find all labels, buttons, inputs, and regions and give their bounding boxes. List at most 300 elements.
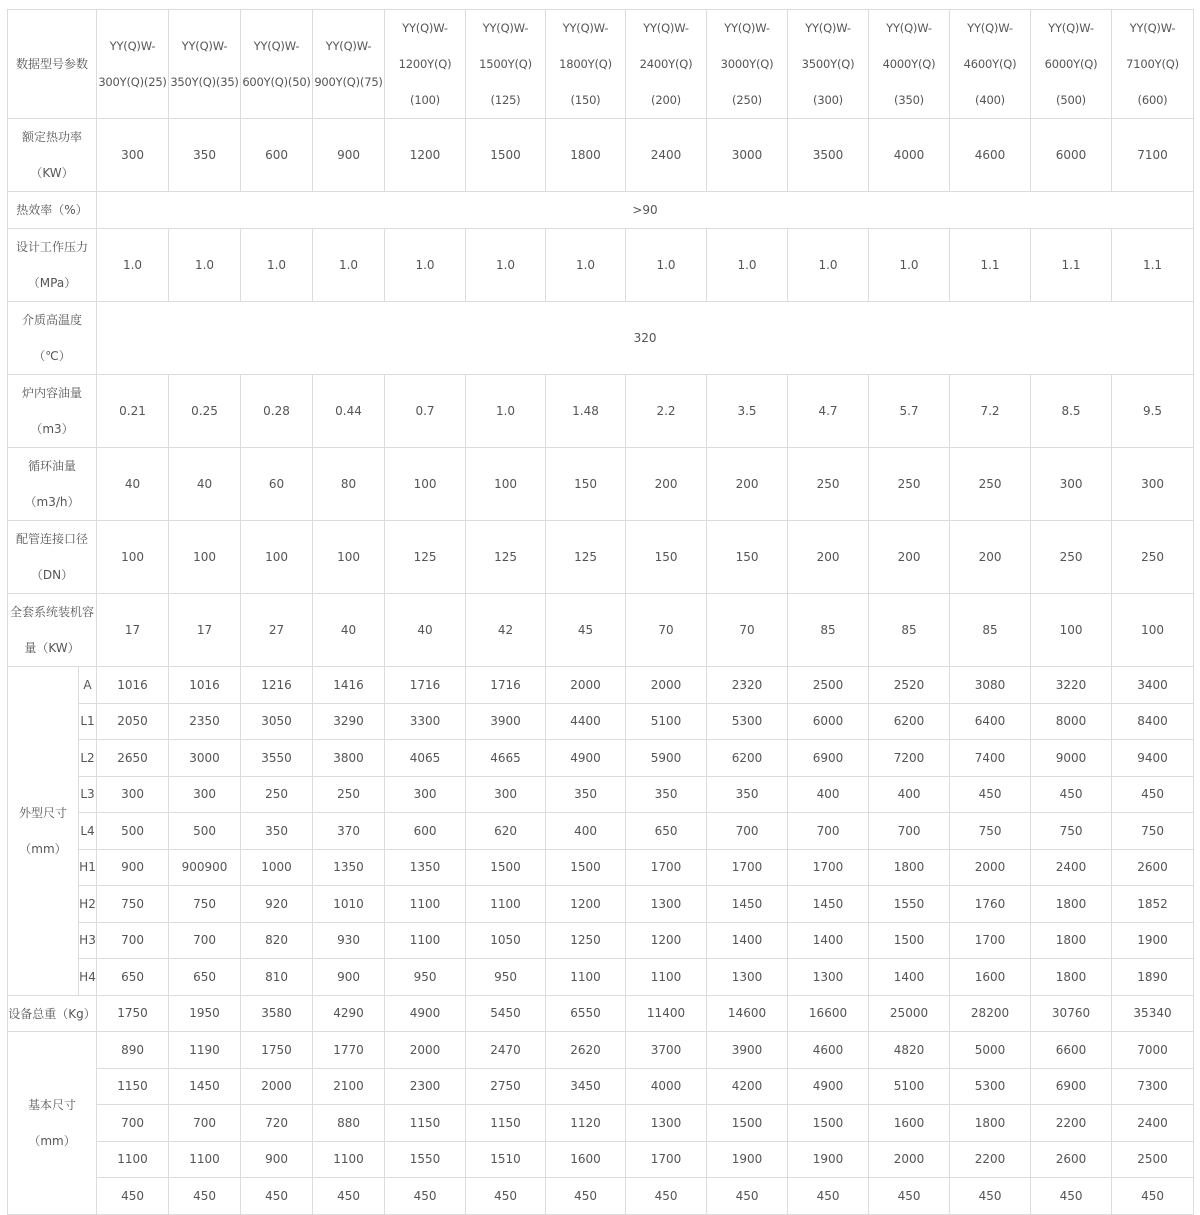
model-header-line: (500)	[1056, 93, 1086, 107]
table-cell: 8400	[1112, 703, 1194, 740]
table-cell: 3800	[313, 740, 385, 777]
table-cell: 2200	[1031, 1105, 1112, 1142]
model-header-line: (250)	[732, 93, 762, 107]
table-cell: 1016	[97, 667, 169, 704]
table-cell: 4290	[313, 995, 385, 1032]
table-cell: 2200	[950, 1141, 1031, 1178]
table-cell: 1800	[1031, 886, 1112, 923]
table-cell: 450	[788, 1178, 869, 1215]
table-cell: 4400	[546, 703, 626, 740]
param-label-line: （℃）	[33, 349, 71, 363]
table-cell: 3220	[1031, 667, 1112, 704]
table-cell: 40	[385, 594, 466, 667]
table-cell: 1450	[169, 1068, 241, 1105]
model-header-line: 2400Y(Q)	[639, 57, 693, 71]
table-cell: 35340	[1112, 995, 1194, 1032]
table-cell: 2000	[241, 1068, 313, 1105]
table-cell: 1950	[169, 995, 241, 1032]
table-cell: 1500	[546, 849, 626, 886]
base-row	[8, 1105, 1194, 1142]
table-cell: 5300	[707, 703, 788, 740]
table-cell: 2000	[626, 667, 707, 704]
table-cell: 1050	[466, 922, 546, 959]
table-cell: 3580	[241, 995, 313, 1032]
table-cell: 1550	[869, 886, 950, 923]
table-cell: 3300	[385, 703, 466, 740]
table-cell: 3080	[950, 667, 1031, 704]
table-cell: 4820	[869, 1032, 950, 1069]
table-cell: 3000	[169, 740, 241, 777]
table-cell: 2500	[788, 667, 869, 704]
model-header-line: YY(Q)W-	[724, 21, 770, 35]
table-cell: 450	[241, 1178, 313, 1215]
table-cell: 2320	[707, 667, 788, 704]
table-cell: 1852	[1112, 886, 1194, 923]
table-cell: 1500	[466, 119, 546, 192]
table-cell: 350	[546, 776, 626, 813]
table-cell: 150	[626, 521, 707, 594]
dimension-key: H3	[79, 922, 97, 959]
table-cell: 1300	[707, 959, 788, 996]
spec-table	[7, 9, 1194, 1215]
table-cell: 1350	[313, 849, 385, 886]
table-cell: 80	[313, 448, 385, 521]
table-cell: 150	[546, 448, 626, 521]
table-cell: 1400	[707, 922, 788, 959]
table-cell: 2500	[1112, 1141, 1194, 1178]
table-cell: 28200	[950, 995, 1031, 1032]
table-cell: 1120	[546, 1105, 626, 1142]
table-cell: 8.5	[1031, 375, 1112, 448]
table-cell: 2050	[97, 703, 169, 740]
table-cell: 350	[626, 776, 707, 813]
table-cell: 450	[546, 1178, 626, 1215]
table-cell: 0.28	[241, 375, 313, 448]
table-cell: 4600	[788, 1032, 869, 1069]
table-cell: 5900	[626, 740, 707, 777]
table-cell: 880	[313, 1105, 385, 1142]
table-cell: 1800	[869, 849, 950, 886]
table-cell: 1300	[626, 1105, 707, 1142]
table-cell: 2000	[950, 849, 1031, 886]
table-cell: 1190	[169, 1032, 241, 1069]
model-header-line: YY(Q)W-	[805, 21, 851, 35]
param-row	[8, 594, 1194, 667]
table-cell: 1700	[707, 849, 788, 886]
table-cell: 750	[950, 813, 1031, 850]
table-cell: 300	[97, 776, 169, 813]
model-header	[97, 10, 169, 119]
param-row	[8, 521, 1194, 594]
model-header-line: YY(Q)W-	[402, 21, 448, 35]
table-cell: 1.0	[169, 229, 241, 302]
table-cell: 1350	[385, 849, 466, 886]
table-cell: 1250	[546, 922, 626, 959]
table-cell: 40	[313, 594, 385, 667]
param-label-line: 全套系统装机容	[10, 605, 95, 619]
table-cell: 25000	[869, 995, 950, 1032]
param-label	[8, 375, 97, 448]
table-cell: 400	[546, 813, 626, 850]
table-cell: 4.7	[788, 375, 869, 448]
param-label-line: （DN）	[30, 568, 74, 582]
table-cell: 930	[313, 922, 385, 959]
table-cell: 60	[241, 448, 313, 521]
model-header-line: 4600Y(Q)	[963, 57, 1017, 71]
param-row	[8, 192, 1194, 229]
model-header-line: 3500Y(Q)	[801, 57, 855, 71]
base-row	[8, 1178, 1194, 1215]
table-cell: 1400	[788, 922, 869, 959]
model-header-line: YY(Q)W-	[1129, 21, 1176, 35]
model-header-line: YY(Q)W-	[109, 39, 156, 53]
table-cell: 300	[385, 776, 466, 813]
table-cell: 1450	[707, 886, 788, 923]
table-cell: 300	[1031, 448, 1112, 521]
table-cell: 250	[313, 776, 385, 813]
table-cell: 450	[869, 1178, 950, 1215]
table-cell: 1200	[546, 886, 626, 923]
model-header-line: YY(Q)W-	[253, 39, 300, 53]
table-cell: 1.0	[869, 229, 950, 302]
param-label	[8, 521, 97, 594]
table-cell: 250	[241, 776, 313, 813]
model-header	[466, 10, 546, 119]
param-label-line: （MPa）	[27, 276, 77, 290]
table-cell: 100	[241, 521, 313, 594]
table-cell: 1010	[313, 886, 385, 923]
param-row	[8, 448, 1194, 521]
model-header-line: YY(Q)W-	[482, 21, 529, 35]
param-label-line: 配管连接口径	[16, 532, 89, 546]
table-cell: 450	[385, 1178, 466, 1215]
table-cell: 750	[169, 886, 241, 923]
table-cell: 100	[313, 521, 385, 594]
table-cell: 2000	[546, 667, 626, 704]
table-cell: 1500	[707, 1105, 788, 1142]
table-cell: 7200	[869, 740, 950, 777]
table-cell: 1.1	[1031, 229, 1112, 302]
header-row	[8, 10, 1194, 119]
table-cell: 1600	[950, 959, 1031, 996]
table-cell: 900	[97, 849, 169, 886]
param-label-line: 热效率（%）	[16, 203, 88, 217]
table-cell: 200	[788, 521, 869, 594]
table-cell: 250	[1112, 521, 1194, 594]
param-row	[8, 229, 1194, 302]
table-cell: 1700	[950, 922, 1031, 959]
table-cell: 920	[241, 886, 313, 923]
dimension-row	[8, 922, 1194, 959]
table-cell: 2100	[313, 1068, 385, 1105]
table-cell: 890	[97, 1032, 169, 1069]
model-header-line: (100)	[410, 93, 440, 107]
table-cell: 3050	[241, 703, 313, 740]
table-cell: 1760	[950, 886, 1031, 923]
table-cell: 1.0	[707, 229, 788, 302]
table-cell: 300	[169, 776, 241, 813]
table-cell: 700	[869, 813, 950, 850]
table-cell: 3700	[626, 1032, 707, 1069]
dimension-key: A	[79, 667, 97, 704]
table-cell: 2300	[385, 1068, 466, 1105]
table-cell: 200	[707, 448, 788, 521]
table-cell: 1900	[1112, 922, 1194, 959]
table-cell: 450	[169, 1178, 241, 1215]
param-label-line: 循环油量	[28, 459, 77, 473]
model-header-line: 7100Y(Q)	[1126, 57, 1179, 71]
table-cell: 1890	[1112, 959, 1194, 996]
table-cell: 4600	[950, 119, 1031, 192]
table-cell: 1416	[313, 667, 385, 704]
table-cell: 17	[97, 594, 169, 667]
table-cell: 0.21	[97, 375, 169, 448]
table-cell: 9000	[1031, 740, 1112, 777]
table-cell: 450	[313, 1178, 385, 1215]
table-cell: 42	[466, 594, 546, 667]
model-header-line: (300)	[813, 93, 843, 107]
param-label-line: 设计工作压力	[16, 240, 89, 254]
merged-value: 320	[97, 302, 1194, 375]
table-cell: 1.0	[788, 229, 869, 302]
table-cell: 14600	[707, 995, 788, 1032]
dimension-row	[8, 959, 1194, 996]
dimension-row	[8, 703, 1194, 740]
table-cell: 4065	[385, 740, 466, 777]
param-row	[8, 119, 1194, 192]
table-cell: 3290	[313, 703, 385, 740]
table-cell: 750	[1112, 813, 1194, 850]
table-cell: 250	[1031, 521, 1112, 594]
table-cell: 1700	[626, 1141, 707, 1178]
table-cell: 250	[788, 448, 869, 521]
table-cell: 2520	[869, 667, 950, 704]
table-cell: 900	[313, 119, 385, 192]
table-cell: 1700	[788, 849, 869, 886]
table-cell: 500	[169, 813, 241, 850]
table-cell: 4000	[869, 119, 950, 192]
table-cell: 1.0	[313, 229, 385, 302]
table-cell: 16600	[788, 995, 869, 1032]
model-header-line: 350Y(Q)(35)	[170, 75, 239, 89]
table-cell: 3400	[1112, 667, 1194, 704]
table-cell: 1800	[1031, 922, 1112, 959]
table-cell: 1400	[869, 959, 950, 996]
table-cell: 7300	[1112, 1068, 1194, 1105]
dimension-key: L3	[79, 776, 97, 813]
model-header-line: (150)	[570, 93, 601, 107]
model-header	[1031, 10, 1112, 119]
table-cell: 370	[313, 813, 385, 850]
table-cell: 85	[788, 594, 869, 667]
table-cell: 700	[97, 922, 169, 959]
table-cell: 700	[169, 922, 241, 959]
table-cell: 1100	[385, 886, 466, 923]
table-cell: 100	[466, 448, 546, 521]
table-cell: 2600	[1031, 1141, 1112, 1178]
table-cell: 200	[869, 521, 950, 594]
param-label-line: （m3/h）	[24, 495, 80, 509]
table-cell: 6550	[546, 995, 626, 1032]
table-cell: 6200	[869, 703, 950, 740]
model-header-line: 4000Y(Q)	[882, 57, 936, 71]
table-cell: 45	[546, 594, 626, 667]
dimension-row	[8, 886, 1194, 923]
table-cell: 1770	[313, 1032, 385, 1069]
table-cell: 300	[466, 776, 546, 813]
table-cell: 450	[466, 1178, 546, 1215]
table-cell: 85	[869, 594, 950, 667]
table-cell: 100	[385, 448, 466, 521]
table-cell: 200	[626, 448, 707, 521]
table-cell: 0.44	[313, 375, 385, 448]
model-header	[1112, 10, 1194, 119]
model-header-line: YY(Q)W-	[643, 21, 689, 35]
param-row	[8, 302, 1194, 375]
dimension-key: L4	[79, 813, 97, 850]
table-cell: 1100	[169, 1141, 241, 1178]
table-cell: 900	[313, 959, 385, 996]
header-label: 数据型号参数	[8, 10, 97, 119]
table-cell: 85	[950, 594, 1031, 667]
table-cell: 1510	[466, 1141, 546, 1178]
table-cell: 6200	[707, 740, 788, 777]
table-cell: 1750	[241, 1032, 313, 1069]
table-cell: 3000	[707, 119, 788, 192]
table-cell: 7000	[1112, 1032, 1194, 1069]
table-cell: 250	[869, 448, 950, 521]
model-header-line: YY(Q)W-	[967, 21, 1013, 35]
param-label	[8, 302, 97, 375]
table-cell: 6400	[950, 703, 1031, 740]
table-cell: 3450	[546, 1068, 626, 1105]
model-header	[707, 10, 788, 119]
dimension-key: L2	[79, 740, 97, 777]
table-cell: 0.7	[385, 375, 466, 448]
table-cell: 3550	[241, 740, 313, 777]
param-label	[8, 229, 97, 302]
table-cell: 720	[241, 1105, 313, 1142]
table-cell: 1150	[97, 1068, 169, 1105]
table-cell: 1150	[385, 1105, 466, 1142]
table-cell: 7100	[1112, 119, 1194, 192]
table-cell: 100	[97, 521, 169, 594]
table-cell: 450	[950, 1178, 1031, 1215]
table-cell: 1800	[546, 119, 626, 192]
param-label	[8, 448, 97, 521]
param-row	[8, 375, 1194, 448]
model-header-line: (350)	[894, 93, 924, 107]
table-cell: 2400	[1112, 1105, 1194, 1142]
table-cell: 40	[169, 448, 241, 521]
table-cell: 2350	[169, 703, 241, 740]
table-cell: 300	[1112, 448, 1194, 521]
model-header-line: YY(Q)W-	[886, 21, 932, 35]
table-cell: 3900	[707, 1032, 788, 1069]
table-cell: 700	[97, 1105, 169, 1142]
model-header	[788, 10, 869, 119]
model-header-line: 3000Y(Q)	[720, 57, 774, 71]
table-cell: 450	[1031, 776, 1112, 813]
table-cell: 5300	[950, 1068, 1031, 1105]
dimension-row	[8, 776, 1194, 813]
dimension-key: H2	[79, 886, 97, 923]
dimension-key: H1	[79, 849, 97, 886]
table-cell: 150	[707, 521, 788, 594]
weight-row	[8, 995, 1194, 1032]
base-row	[8, 1068, 1194, 1105]
table-cell: 900900	[169, 849, 241, 886]
table-cell: 400	[869, 776, 950, 813]
model-header-line: 1500Y(Q)	[479, 57, 532, 71]
table-cell: 450	[950, 776, 1031, 813]
dimension-row	[8, 849, 1194, 886]
table-cell: 2620	[546, 1032, 626, 1069]
model-header-line: (600)	[1137, 93, 1168, 107]
table-cell: 125	[466, 521, 546, 594]
table-cell: 750	[1031, 813, 1112, 850]
dimension-key: L1	[79, 703, 97, 740]
table-cell: 500	[97, 813, 169, 850]
param-label-line: （m3）	[30, 422, 74, 436]
model-header-line: (400)	[975, 93, 1005, 107]
table-cell: 3900	[466, 703, 546, 740]
base-label-line: （mm）	[28, 1133, 76, 1148]
table-cell: 600	[385, 813, 466, 850]
model-header	[169, 10, 241, 119]
table-cell: 3.5	[707, 375, 788, 448]
table-cell: 2400	[1031, 849, 1112, 886]
table-cell: 1.0	[241, 229, 313, 302]
table-cell: 1100	[313, 1141, 385, 1178]
table-cell: 4665	[466, 740, 546, 777]
table-cell: 1900	[707, 1141, 788, 1178]
param-label-line: 介质高温度	[22, 313, 83, 327]
dimension-label-line: 外型尺寸	[18, 805, 67, 820]
table-cell: 450	[1031, 1178, 1112, 1215]
table-cell: 810	[241, 959, 313, 996]
table-cell: 1.0	[97, 229, 169, 302]
table-cell: 1100	[385, 922, 466, 959]
table-cell: 2.2	[626, 375, 707, 448]
param-label-line: 炉内容油量	[22, 386, 83, 400]
table-cell: 1016	[169, 667, 241, 704]
table-cell: 650	[626, 813, 707, 850]
table-cell: 1550	[385, 1141, 466, 1178]
table-cell: 0.25	[169, 375, 241, 448]
table-cell: 1700	[626, 849, 707, 886]
table-cell: 7.2	[950, 375, 1031, 448]
table-cell: 700	[707, 813, 788, 850]
table-cell: 1.1	[950, 229, 1031, 302]
model-header	[385, 10, 466, 119]
table-cell: 6000	[1031, 119, 1112, 192]
table-cell: 1300	[626, 886, 707, 923]
merged-value: >90	[97, 192, 1194, 229]
table-cell: 1750	[97, 995, 169, 1032]
table-cell: 30760	[1031, 995, 1112, 1032]
model-header	[869, 10, 950, 119]
table-cell: 400	[788, 776, 869, 813]
model-header	[626, 10, 707, 119]
model-header	[313, 10, 385, 119]
table-cell: 5100	[869, 1068, 950, 1105]
table-cell: 250	[950, 448, 1031, 521]
table-cell: 700	[169, 1105, 241, 1142]
table-cell: 1800	[1031, 959, 1112, 996]
model-header-line: 1800Y(Q)	[559, 57, 612, 71]
table-cell: 4200	[707, 1068, 788, 1105]
